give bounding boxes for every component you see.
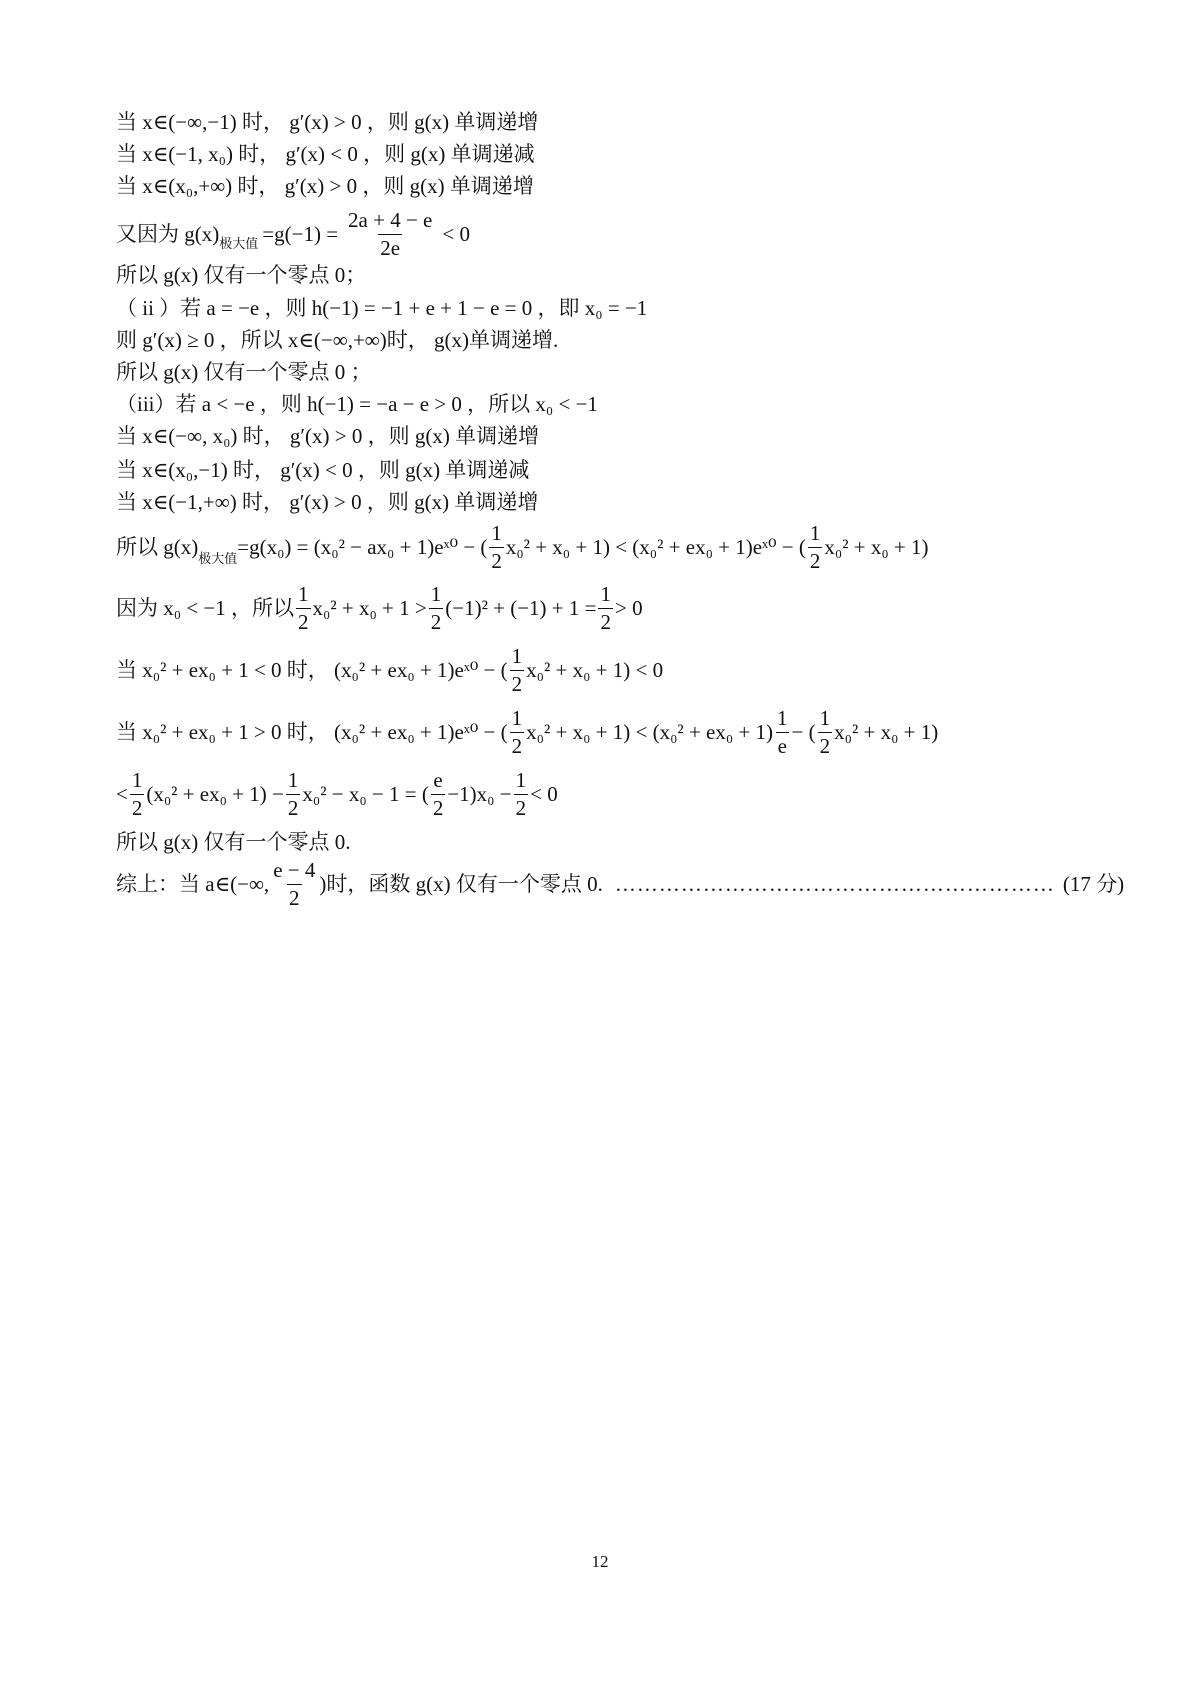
text-span: < <box>116 781 128 806</box>
text-line-6: （ ii ）若 a = −e ，则 h(−1) = −1 + e + 1 − e = 0 ，即 x₀ = −1 <box>116 296 648 320</box>
text-span: x₀² + x₀ + 1) < 0 <box>526 657 664 682</box>
leader-dots: …………………………………………………… <box>614 871 1055 896</box>
text-span: 当 x₀² + ex₀ + 1 > 0 时， (x₀² + ex₀ + 1)eˣ⁰ − ( <box>116 719 508 744</box>
fraction-denominator: 2 <box>432 795 444 820</box>
fraction-denominator: 2e <box>380 235 401 260</box>
text-line-9: （iii）若 a < −e ，则 h(−1) = −a − e > 0 ，所以 x₀ < −1 <box>116 392 598 416</box>
text-line-19 <box>116 856 1124 912</box>
fraction-numerator: 1 <box>298 582 309 607</box>
text-line-12: 当 x∈(−1,+∞) 时， g′(x) > 0 ，则 g(x) 单调递增 <box>116 490 539 514</box>
fraction-numerator: 1 <box>600 582 611 607</box>
fraction <box>510 707 525 756</box>
subscript: 极大值 <box>219 236 259 251</box>
text-line-8: 所以 g(x) 仅有一个零点 0 ； <box>116 360 372 384</box>
text-line-11: 当 x∈(x₀,−1) 时， g′(x) < 0 ，则 g(x) 单调递减 <box>116 458 530 482</box>
text-span: > 0 <box>614 595 643 620</box>
fraction <box>431 769 446 818</box>
fraction-denominator: 2 <box>511 733 523 758</box>
text-span: =g(−1) = <box>262 221 339 246</box>
text-line-1: 当 x∈(−∞,−1) 时， g′(x) > 0 ，则 g(x) 单调递增 <box>116 110 539 134</box>
fraction-denominator: e <box>777 733 787 758</box>
fraction-denominator: 2 <box>491 548 502 573</box>
fraction-numerator: 1 <box>809 521 821 546</box>
fraction-numerator: 1 <box>430 582 442 607</box>
text-span: (−1)² + (−1) + 1 = <box>445 595 597 620</box>
fraction-denominator: 2 <box>298 609 309 634</box>
text-span: =g(x₀) = (x₀² − ax₀ + 1)eˣ⁰ − ( <box>237 534 488 559</box>
fraction <box>818 707 833 756</box>
text-span: x₀² + x₀ + 1) <box>834 719 939 744</box>
fraction <box>510 645 525 694</box>
fraction-numerator: 1 <box>511 706 523 731</box>
text-line-7: 则 g′(x) ≥ 0 ，所以 x∈(−∞,+∞)时， g(x)单调递增. <box>116 328 559 352</box>
fraction-numerator: 1 <box>491 521 502 546</box>
text-span: (x₀² + ex₀ + 1) − <box>146 781 284 806</box>
text-span: 当 x₀² + ex₀ + 1 < 0 时， (x₀² + ex₀ + 1)eˣ⁰ − ( <box>116 657 508 682</box>
text-span: x₀² + x₀ + 1) < (x₀² + ex₀ + 1)eˣ⁰ − ( <box>505 534 806 559</box>
fraction <box>808 522 823 571</box>
text-span: 因为 x₀ < −1 ，所以 <box>116 595 295 620</box>
text-span: )时，函数 g(x) 仅有一个零点 0. <box>319 871 603 896</box>
score-label: (17 分) <box>1062 871 1125 896</box>
fraction <box>271 859 317 908</box>
fraction-denominator: 2 <box>511 671 523 696</box>
subscript: 极大值 <box>198 551 238 566</box>
text-line-16 <box>116 704 938 760</box>
fraction <box>514 769 529 818</box>
page-number: 12 <box>591 1552 609 1571</box>
fraction-denominator: 2 <box>289 885 300 910</box>
text-line-10: 当 x∈(−∞, x₀) 时， g′(x) > 0 ，则 g(x) 单调递增 <box>116 424 540 448</box>
fraction <box>775 707 790 756</box>
text-span: x₀² + x₀ + 1) < (x₀² + ex₀ + 1) <box>526 719 774 744</box>
text-line-15 <box>116 642 663 698</box>
fraction-denominator: 2 <box>515 795 527 820</box>
fraction <box>286 769 301 818</box>
text-span: 综上：当 a∈(−∞, <box>116 871 270 896</box>
text-span: 所以 g(x) <box>116 534 199 559</box>
text-span: x₀² + x₀ + 1 > <box>312 595 427 620</box>
text-line-18: 所以 g(x) 仅有一个零点 0. <box>116 830 351 854</box>
text-span: x₀² − x₀ − 1 = ( <box>302 781 429 806</box>
fraction-denominator: 2 <box>600 609 611 634</box>
fraction-numerator: e <box>433 768 443 793</box>
text-line-17 <box>116 766 558 822</box>
fraction-denominator: 2 <box>131 795 143 820</box>
text-span: < 0 <box>530 781 558 806</box>
text-span: x₀² + x₀ + 1) <box>824 534 929 559</box>
fraction <box>130 769 145 818</box>
text-span: < 0 <box>442 221 470 246</box>
fraction <box>489 522 504 571</box>
fraction <box>598 583 613 632</box>
text-line-13 <box>116 519 929 575</box>
text-span: −1)x₀ − <box>447 781 512 806</box>
text-line-14 <box>116 580 643 636</box>
fraction <box>296 583 311 632</box>
fraction <box>429 583 444 632</box>
fraction-numerator: 1 <box>777 706 788 731</box>
text-line-2: 当 x∈(−1, x₀) 时， g′(x) < 0 ，则 g(x) 单调递减 <box>116 142 535 166</box>
text-line-4 <box>116 208 470 260</box>
fraction-numerator: 1 <box>819 706 831 731</box>
text-span: 又因为 g(x) <box>116 221 220 246</box>
fraction <box>346 209 434 258</box>
fraction-denominator: 2 <box>819 733 831 758</box>
fraction-numerator: e − 4 <box>273 858 316 883</box>
text-line-3: 当 x∈(x₀,+∞) 时， g′(x) > 0 ，则 g(x) 单调递增 <box>116 174 534 198</box>
fraction-denominator: 2 <box>287 795 299 820</box>
fraction-numerator: 2a + 4 − e <box>348 208 433 233</box>
fraction-denominator: 2 <box>809 548 821 573</box>
fraction-denominator: 2 <box>430 609 442 634</box>
fraction-numerator: 1 <box>515 768 527 793</box>
text-span: − ( <box>791 719 816 744</box>
fraction-numerator: 1 <box>131 768 143 793</box>
fraction-numerator: 1 <box>287 768 299 793</box>
text-line-5: 所以 g(x) 仅有一个零点 0； <box>116 263 367 287</box>
fraction-numerator: 1 <box>511 644 523 669</box>
